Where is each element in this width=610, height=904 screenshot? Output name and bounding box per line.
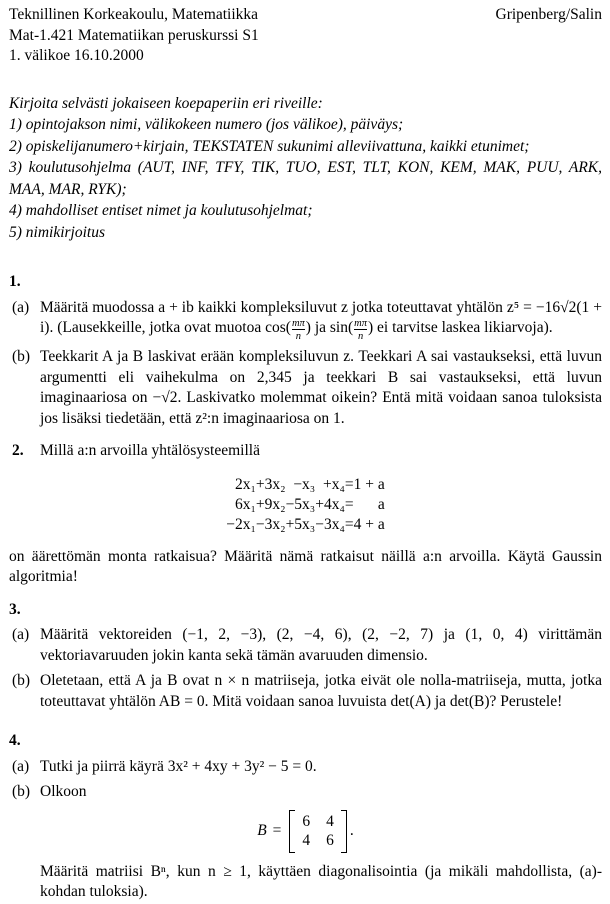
question-1: [9, 272, 602, 429]
question-3-number: 3.: [9, 600, 21, 618]
eq-term: +3x₂: [255, 475, 286, 493]
question-1a-text: [40, 298, 602, 343]
eq-term: 6x₁: [235, 495, 256, 513]
text-segment: Määritä muodossa a + ib kaikki kompleksiluvut z jotka toteuttavat yhtälön z⁵ = −16√2(1 + i). (Lausekkeille, jotka ovat muotoa cos(: [40, 298, 602, 336]
instructions-intro: Kirjoita selvästi jokaiseen koepaperiin eri riveille:: [9, 94, 323, 112]
question-2: [9, 441, 602, 588]
eq-term: −5x₃: [285, 495, 316, 513]
question-3b-text: Oletetaan, että A ja B ovat n × n matriiseja, jotka eivät ole nolla-matriiseja, mutta, jotka toteuttavat yhtälön AB = 0. Mitä voidaan sanoa luvuista det(A) ja det(B)? Perustele!: [40, 672, 602, 710]
eq-rhs: 4 + a: [353, 515, 385, 533]
period: .: [349, 821, 354, 839]
instructions-block: [9, 93, 602, 244]
text-segment: ) ja sin(: [305, 319, 354, 336]
fraction-denominator: n: [292, 329, 305, 342]
question-4b: [9, 782, 602, 903]
matrix-cell: 6: [326, 832, 334, 849]
eq-term: −x₃: [293, 475, 316, 493]
matrix-2x2: [295, 810, 341, 853]
equation-system: [226, 475, 385, 535]
header-left: [9, 5, 259, 67]
exam-date-line: 1. välikoe 16.10.2000: [9, 47, 144, 64]
fraction-denominator: n: [354, 329, 367, 342]
question-1-number: 1.: [9, 273, 21, 290]
matrix-cell: 6: [302, 812, 311, 830]
matrix-equation: [9, 810, 602, 853]
instruction-item-3: 3) koulutusohjelma (AUT, INF, TFY, TIK, TUO, EST, TLT, KON, KEM, MAK, PUU, ARK, MAA, MAR, RYK);: [9, 159, 602, 198]
instruction-item-4: 4) mahdolliset entiset nimet ja koulutusohjelmat;: [9, 202, 313, 219]
question-3a: [9, 625, 602, 666]
question-1a: [9, 298, 602, 343]
instruction-item-2: 2) opiskelijanumero+kirjain, TEKSTATEN sukunimi alleviivattuna, kaikki etunimet;: [9, 137, 530, 155]
question-4a: [9, 757, 602, 778]
item-label-4b: (b): [12, 783, 31, 800]
equation-row: [226, 515, 385, 535]
institution-line: Teknillinen Korkeakoulu, Matematiikka: [9, 6, 258, 23]
right-bracket: [341, 810, 347, 853]
eq-term: −3x₂: [255, 515, 286, 533]
matrix-cell: 4: [326, 812, 334, 830]
eq-term: +9x₂: [255, 495, 286, 513]
eq-term: +x₄: [322, 475, 345, 493]
matrix-cell: 4: [302, 832, 311, 849]
question-2-outro: on äärettömän monta ratkaisua? Määritä nämä ratkaisut näillä a:n arvoilla. Käytä Gaussin algoritmia!: [9, 547, 602, 585]
question-4a-text: Tutki ja piirrä käyrä 3x² + 4xy + 3y² − 5 = 0.: [40, 757, 317, 775]
eq-equals: =: [344, 515, 354, 533]
fraction-numerator: mπ: [291, 318, 305, 329]
instruction-item-1: 1) opintojakson nimi, välikokeen numero (jos välikoe), päiväys;: [9, 116, 404, 133]
matrix-lhs-symbol: B: [257, 821, 267, 839]
eq-rhs: 1 + a: [353, 475, 385, 493]
equation-row: [226, 475, 385, 495]
item-label-3a: (a): [12, 626, 30, 643]
question-1b-text: Teekkarit A ja B laskivat erään kompleksiluvun z. Teekkari A sai vastaukseksi, että luvun argumentti eli vaihekulma on 2,345 ja teekkari B sai vastaukseksi, että luvun imaginaariosa on −√2. Laskivatko molemmat oikein? Entä mitä voidaan sanoa tuloksista jos lisäksi tiedetään, että z²:n imaginaariosa on 1.: [40, 348, 602, 427]
eq-term: 2x₁: [235, 475, 256, 493]
fraction-numerator: mπ: [354, 318, 367, 329]
text-segment: ) ei tarvitse laskea likiarvoja).: [367, 319, 553, 336]
item-label-1a: (a): [12, 298, 30, 316]
fraction-m-pi-over-n: [353, 318, 368, 342]
equation-row: [226, 495, 385, 515]
eq-rhs: a: [377, 495, 385, 513]
eq-term: −3x₄: [315, 515, 345, 533]
question-4b-outro: Määritä matriisi Bⁿ, kun n ≥ 1, käyttäen diagonalisointia (ja mikäli mahdollista, (a)-kohdan tuloksia).: [40, 862, 602, 900]
instruction-item-5: 5) nimikirjoitus: [9, 223, 106, 241]
question-2-head: [9, 441, 602, 462]
eq-term: +4x₄: [315, 495, 345, 513]
examiners: Gripenberg/Salin: [495, 6, 602, 23]
question-4: [9, 731, 602, 903]
item-label-3b: (b): [12, 672, 31, 689]
question-4-number: 4.: [9, 732, 21, 749]
fraction-m-pi-over-n: [291, 318, 306, 342]
eq-equals: =: [344, 495, 354, 513]
item-label-1b: (b): [12, 348, 31, 365]
question-3a-text: Määritä vektoreiden (−1, 2, −3), (2, −4, 6), (2, −2, 7) ja (1, 0, 4) virittämän vektoriavaruuden jokin kanta sekä tämän avaruuden dimensio.: [40, 626, 602, 664]
question-4b-body: [40, 782, 602, 903]
question-2-number: 2.: [12, 442, 24, 459]
eq-term: +5x₃: [285, 515, 316, 533]
course-line: Mat-1.421 Matematiikan peruskurssi S1: [9, 26, 259, 44]
eq-equals: =: [344, 475, 354, 493]
question-3: [9, 600, 602, 713]
question-2-intro: Millä a:n arvoilla yhtälösysteemillä: [40, 442, 260, 459]
eq-term: −2x₁: [226, 515, 256, 533]
header: [9, 5, 602, 67]
question-3b: [9, 671, 602, 712]
question-1b: [9, 347, 602, 429]
question-4b-intro: Olkoon: [40, 783, 87, 800]
item-label-4a: (a): [12, 757, 30, 775]
equals-sign: =: [272, 821, 282, 839]
